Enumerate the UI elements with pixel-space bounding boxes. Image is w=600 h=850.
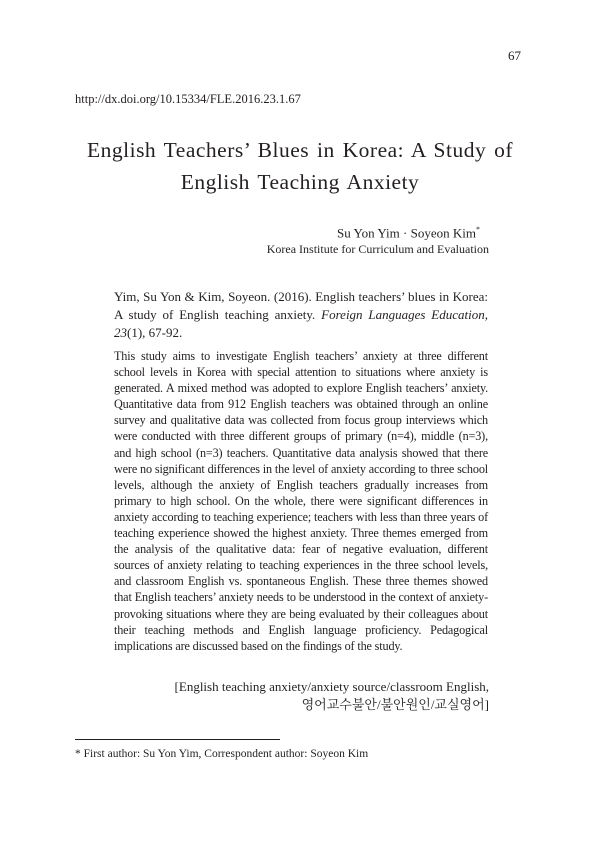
footnote-divider: [75, 739, 280, 740]
citation-journal: Foreign Languages Education, 23: [114, 307, 488, 340]
author-names: [337, 225, 480, 241]
author-separator: ·: [399, 225, 411, 241]
keywords: [175, 678, 489, 714]
citation: [114, 288, 488, 342]
article-title: [60, 134, 540, 198]
citation-text: Yim, Su Yon & Kim, Soyeon. (2016). English teachers’ blues in Korea: A study of English teaching anxiety.: [114, 289, 488, 322]
title-line-2: English Teaching Anxiety: [180, 170, 420, 194]
keywords-line-2: 영어교수불안/불안원인/교실영어]: [301, 697, 489, 712]
author-affiliation: Korea Institute for Curriculum and Evaluation: [266, 242, 489, 256]
author-1: Su Yon Yim: [337, 225, 400, 241]
author-2: Soyeon Kim: [410, 225, 476, 241]
keywords-line-1: [English teaching anxiety/anxiety source/classroom English,: [174, 679, 489, 694]
title-line-1: English Teachers’ Blues in Korea: A Study of: [86, 138, 513, 162]
doi-link[interactable]: http://dx.doi.org/10.15334/FLE.2016.23.1.67: [75, 92, 301, 106]
footnote: * First author: Su Yon Yim, Correspondent author: Soyeon Kim: [75, 748, 369, 760]
page-number: 67: [508, 48, 521, 63]
footnote-mark: *: [476, 225, 480, 234]
abstract: This study aims to investigate English teachers’ anxiety at three different school levels in Korea with special attention to situations where anxiety is generated. A mixed method was adopted to explore English teachers’ anxiety. Quantitative data from 912 English teachers was obtained through an online survey and qualitative data was collected from focus group interviews which were conducted with three different groups of primary (n=4), middle (n=3), and high school (n=3) teachers. Quantitative data analysis showed that there were no significant differences in the level of anxiety according to three school levels, although the anxiety of English teachers gradually increases from primary to high school. On the whole, there were significant differences in anxiety according to teaching experience; teachers with less than three years of teaching experience showed the highest anxiety. Three themes emerged from the analysis of the qualitative data: fear of negative evaluation, different sources of anxiety relating to teaching experiences in the three school levels, and classroom English vs. spontaneous English. These three themes showed that English teachers’ anxiety needs to be understood in the context of anxiety-provoking situations where they are being evaluated by their colleagues about their teaching methods and English language proficiency. Pedagogical implications are discussed based on the findings of the study.: [114, 349, 488, 653]
citation-issue-pages: (1), 67-92.: [127, 325, 183, 340]
